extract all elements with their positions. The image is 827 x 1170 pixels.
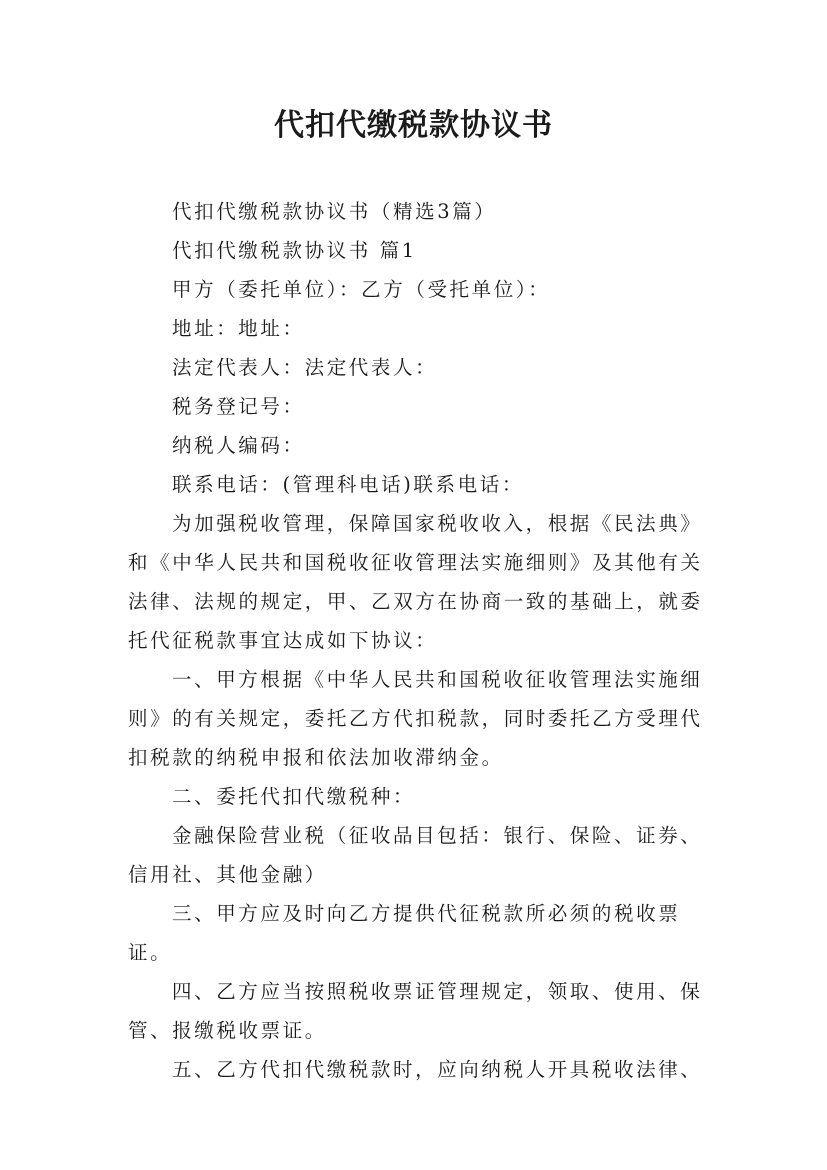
paragraph-subtitle: 代扣代缴税款协议书（精选3篇） [172, 200, 497, 223]
paragraph-clause-5: 五、乙方代扣代缴税款时，应向纳税人开具税收法律、 [172, 1058, 703, 1081]
paragraph-clause-1: 一、甲方根据《中华人民共和国税收征收管理法实施细则》的有关规定，委托乙方代扣税款，同时委托乙方受理代扣税款的纳税申报和依法加收滞纳金。 [128, 668, 703, 769]
paragraph-taxpayer-code: 纳税人编码： [172, 434, 305, 457]
document-body [128, 192, 718, 1089]
paragraph-clause-2: 二、委托代扣代缴税种： [172, 785, 416, 808]
paragraph-tax-reg-no: 税务登记号： [172, 395, 305, 418]
paragraph-legal-rep: 法定代表人：法定代表人： [172, 356, 438, 379]
paragraph-clause-3: 三、甲方应及时向乙方提供代征税款所必须的税收票证。 [128, 902, 681, 964]
paragraph-section-heading: 代扣代缴税款协议书 篇1 [172, 239, 417, 262]
paragraph-clause-4: 四、乙方应当按照税收票证管理规定，领取、使用、保管、报缴税收票证。 [128, 980, 703, 1042]
document-title: 代扣代缴税款协议书 [274, 108, 553, 143]
paragraph-address: 地址：地址： [172, 317, 305, 340]
paragraph-preamble: 为加强税收管理，保障国家税收收入，根据《民法典》和《中华人民共和国税收征收管理法实施细则》及其他有关法律、法规的规定，甲、乙双方在协商一致的基础上，就委托代征税款事宜达成如下协议： [128, 512, 703, 652]
paragraph-parties: 甲方（委托单位）：乙方（受托单位）： [172, 278, 551, 301]
paragraph-phone: 联系电话：(管理科电话)联系电话： [172, 473, 524, 496]
paragraph-clause-2-detail: 金融保险营业税（征收品目包括：银行、保险、证券、信用社、其他金融） [128, 824, 703, 886]
